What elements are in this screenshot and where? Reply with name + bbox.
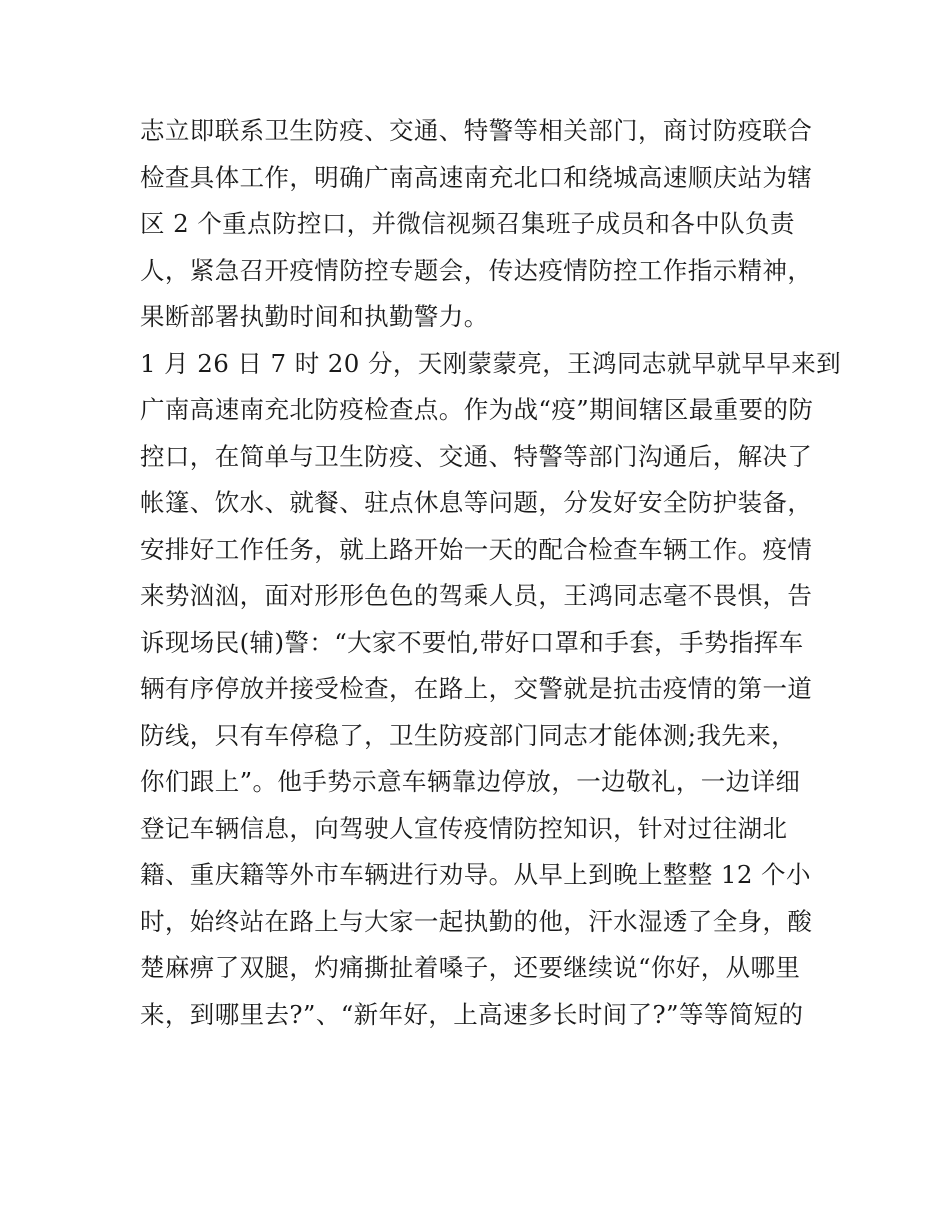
text-line: 你们跟上”。他手势示意车辆靠边停放，一边敬礼，一边详细	[140, 767, 801, 796]
text-line: 人，紧急召开疫情防控专题会，传达疫情防控工作指示精神，	[140, 255, 813, 285]
text-line: 时，始终站在路上与大家一起执勤的他，汗水湿透了全身，酸	[140, 906, 813, 936]
text-line: 辆有序停放并接受检查，在路上，交警就是抗击疫情的第一道	[140, 674, 813, 703]
text-line: 检查具体工作，明确广南高速南充北口和绕城高速顺庆站为辖	[140, 162, 813, 192]
text-line: 广南高速南充北防疫检查点。作为战“疫”期间辖区最重要的防	[140, 395, 814, 424]
text-line: 来势汹汹，面对形形色色的驾乘人员，王鸿同志毫不畏惧，告	[140, 581, 813, 610]
text-line: 楚麻痹了双腿，灼痛撕扯着嗓子，还要继续说“你好，从哪里	[140, 953, 801, 982]
text-line: 来，到哪里去?”、“新年好，上高速多长时间了?”等等简短的	[140, 999, 804, 1029]
text-line: 防线，只有车停稳了，卫生防疫部门同志才能体测;我先来，	[140, 720, 797, 750]
text-line: 1 月 26 日 7 时 20 分，天刚蒙蒙亮，王鸿同志就早就早早来到	[140, 348, 842, 378]
text-line: 登记车辆信息，向驾驶人宣传疫情防控知识，针对过往湖北	[140, 813, 788, 843]
body-text	[140, 108, 842, 1038]
text-line: 志立即联系卫生防疫、交通、特警等相关部门，商讨防疫联合	[140, 116, 813, 145]
text-line: 帐篷、饮水、就餐、驻点休息等问题，分发好安全防护装备，	[140, 488, 813, 517]
text-line: 果断部署执勤时间和执勤警力。	[140, 302, 489, 331]
text-line: 控口，在简单与卫生防疫、交通、特警等部门沟通后，解决了	[140, 441, 813, 471]
text-line: 诉现场民(辅)警：“大家不要怕,带好口罩和手套，手势指挥车	[140, 627, 804, 657]
text-line: 区 2 个重点防控口，并微信视频召集班子成员和各中队负责	[140, 209, 795, 238]
text-line: 安排好工作任务，就上路开始一天的配合检查车辆工作。疫情	[140, 534, 813, 564]
text-line: 籍、重庆籍等外市车辆进行劝导。从早上到晚上整整 12 个小	[140, 860, 811, 889]
